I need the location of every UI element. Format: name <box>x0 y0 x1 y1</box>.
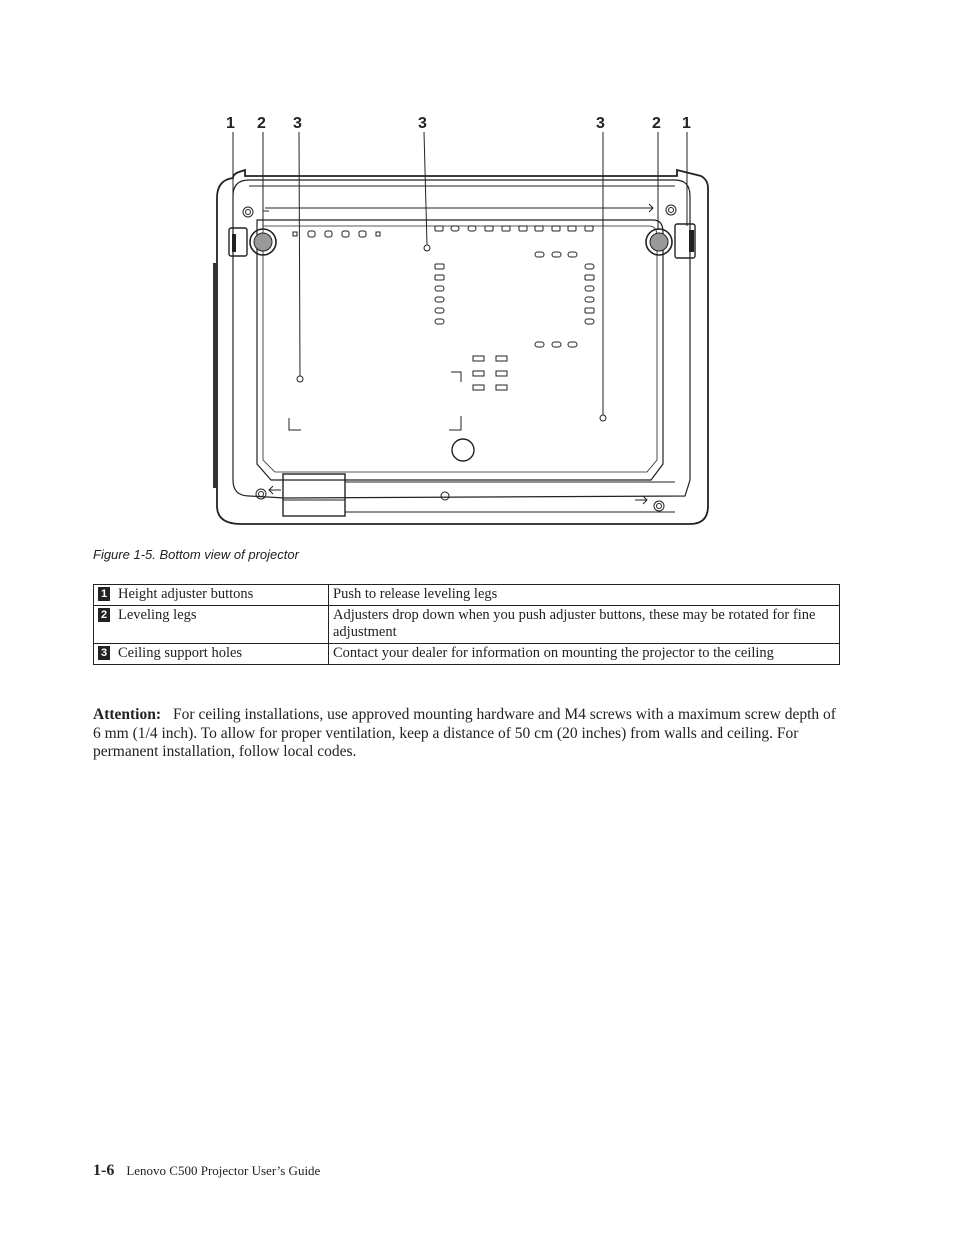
table-row <box>94 644 840 665</box>
callout-1-left: 1 <box>226 115 235 132</box>
item-number-badge: 3 <box>98 646 110 660</box>
callout-2-right: 2 <box>652 115 661 132</box>
page-number: 1-6 <box>93 1162 115 1179</box>
table-row <box>94 585 840 606</box>
figure-caption: Figure 1-5. Bottom view of projector <box>93 547 299 562</box>
page-footer <box>93 1162 320 1180</box>
part-name: Leveling legs <box>118 607 197 623</box>
callout-2-left: 2 <box>257 115 266 132</box>
attention-note <box>93 706 839 762</box>
projector-bottom-figure <box>205 108 725 540</box>
part-description: Contact your dealer for information on mounting the projector to the ceiling <box>329 644 840 665</box>
attention-label: Attention: <box>93 706 162 723</box>
callout-3-center: 3 <box>418 115 427 132</box>
part-name: Height adjuster buttons <box>118 586 254 602</box>
part-description: Adjusters drop down when you push adjuster buttons, these may be rotated for fine adjustment <box>329 606 840 644</box>
part-description: Push to release leveling legs <box>329 585 840 606</box>
table-row <box>94 606 840 644</box>
attention-text: For ceiling installations, use approved mounting hardware and M4 screws with a maximum screw depth of 6 mm (1/4 inch). To allow for proper ventilation, keep a distance of 50 cm (20 inches) from walls and ceiling. For permanent installation, follow local codes. <box>93 706 836 760</box>
item-number-badge: 1 <box>98 587 110 601</box>
part-name: Ceiling support holes <box>118 645 243 661</box>
part-cell <box>94 585 329 606</box>
callout-1-right: 1 <box>682 115 691 132</box>
callout-3-right: 3 <box>596 115 605 132</box>
document-title: Lenovo C500 Projector User’s Guide <box>126 1163 321 1178</box>
part-cell <box>94 644 329 665</box>
item-number-badge: 2 <box>98 608 110 622</box>
parts-table <box>93 584 840 665</box>
projector-bottom-illustration <box>205 108 725 540</box>
part-cell <box>94 606 329 644</box>
callout-3-left: 3 <box>293 115 302 132</box>
